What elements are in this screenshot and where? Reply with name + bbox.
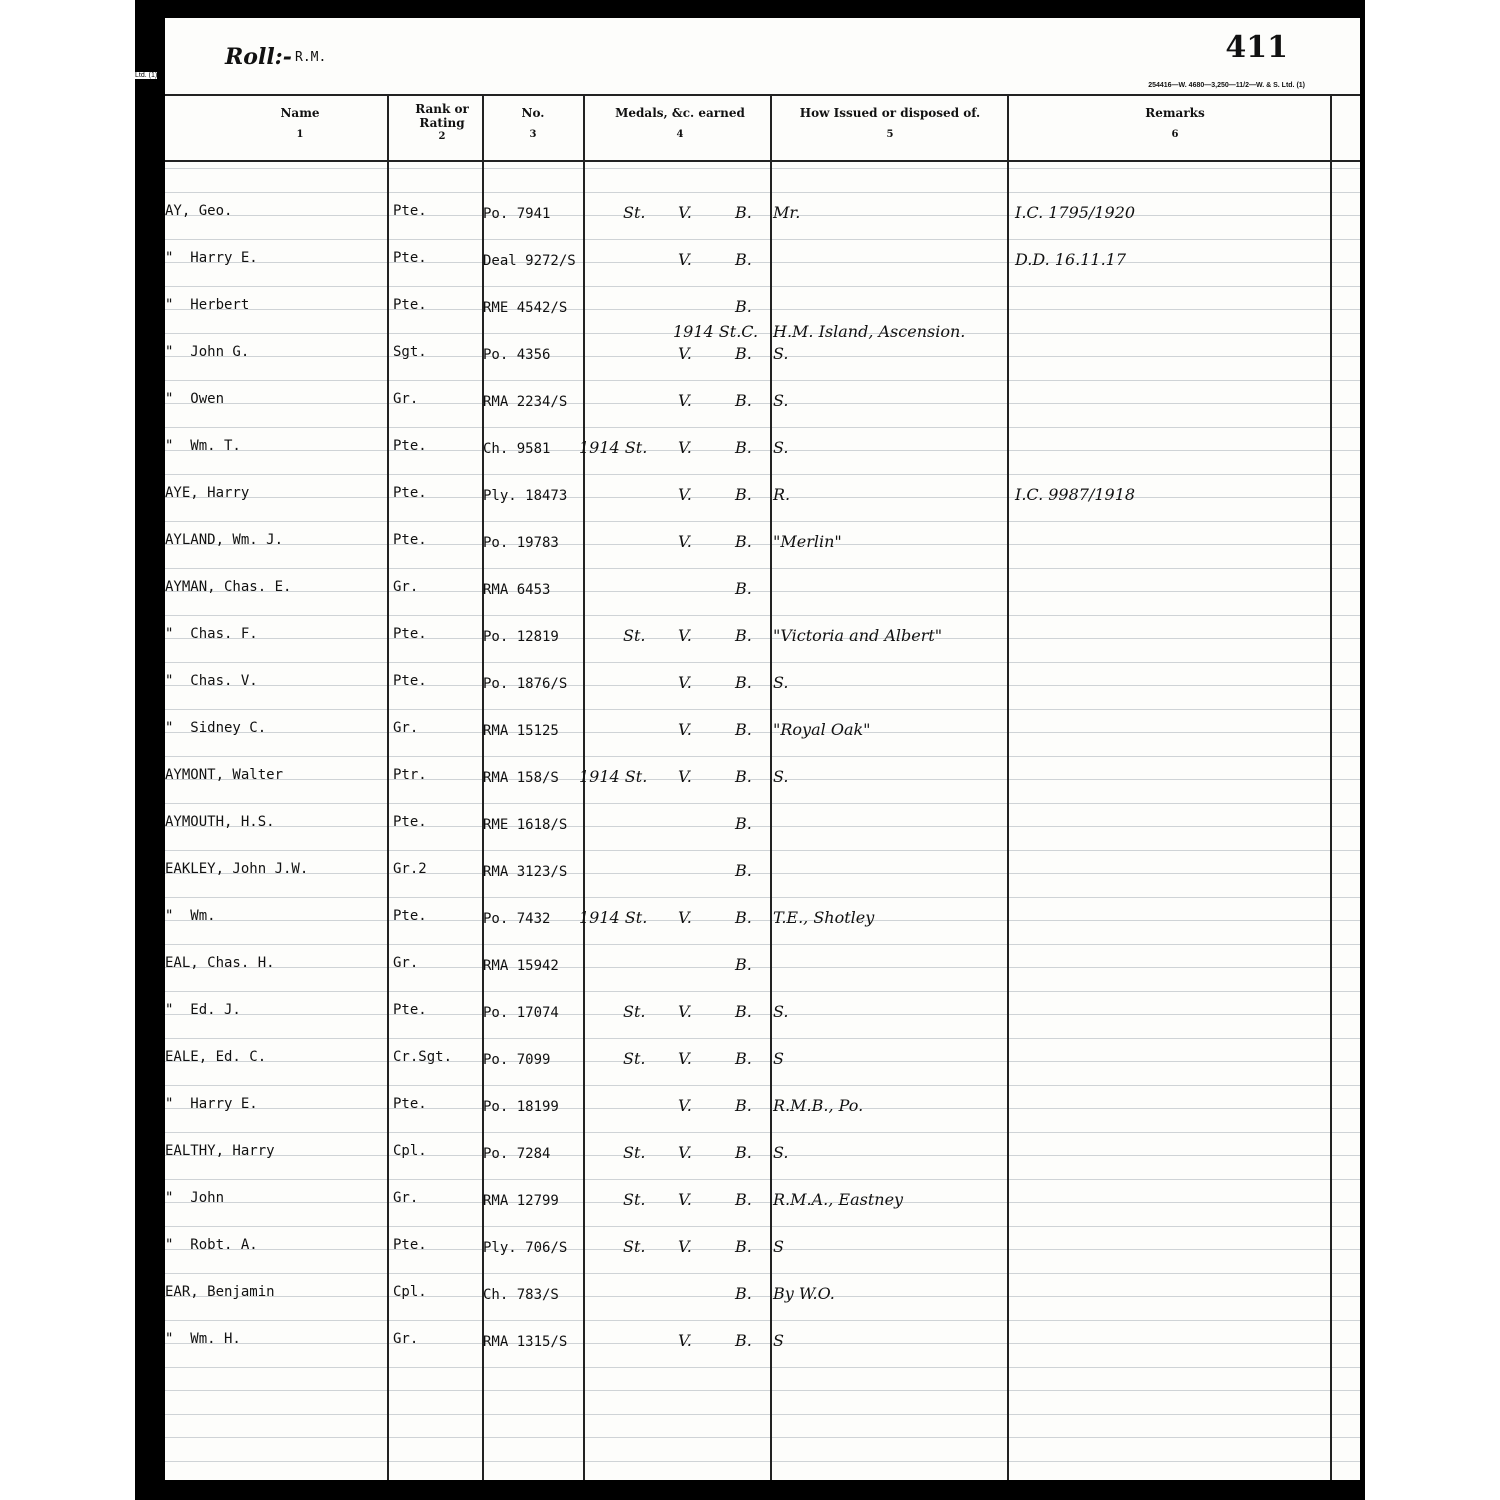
row-victory-medal: V. bbox=[678, 1190, 692, 1209]
row-victory-medal: V. bbox=[678, 1237, 692, 1256]
row-star-medal: St. bbox=[623, 203, 646, 222]
row-british-medal: B. bbox=[735, 1049, 752, 1068]
row-number: Po. 17074 bbox=[483, 1005, 559, 1021]
roll-value: R.M. bbox=[295, 50, 327, 65]
column-header-medals: Medals, &c. earned 4 bbox=[615, 106, 745, 140]
row-disposal: S. bbox=[773, 673, 789, 692]
row-british-medal: B. bbox=[735, 344, 752, 363]
row-british-medal: B. bbox=[735, 908, 752, 927]
row-rank: Pte. bbox=[393, 1096, 427, 1112]
column-header-rank: Rank or Rating 2 bbox=[415, 102, 469, 142]
row-victory-medal: V. bbox=[678, 1096, 692, 1115]
row-disposal: S. bbox=[773, 391, 789, 410]
row-british-medal: B. bbox=[735, 1096, 752, 1115]
row-victory-medal: V. bbox=[678, 626, 692, 645]
row-british-medal: B. bbox=[735, 1190, 752, 1209]
row-british-medal: B. bbox=[735, 767, 752, 786]
row-name: AYMOUTH, H.S. bbox=[165, 814, 275, 830]
ledger-page bbox=[165, 18, 1360, 1480]
row-number: Po. 1876/S bbox=[483, 676, 568, 692]
row-british-medal: B. bbox=[735, 391, 752, 410]
row-number: Po. 7099 bbox=[483, 1052, 551, 1068]
row-victory-medal: V. bbox=[678, 673, 692, 692]
row-disposal: S bbox=[773, 1049, 784, 1068]
column-header-disposal: How Issued or disposed of. 5 bbox=[799, 106, 981, 140]
row-number: RMA 12799 bbox=[483, 1193, 559, 1209]
margin-note: Ltd. (1) bbox=[135, 72, 158, 79]
row-name: " Wm. bbox=[165, 908, 216, 924]
row-number: Po. 18199 bbox=[483, 1099, 559, 1115]
row-british-medal: B. bbox=[735, 1284, 752, 1303]
header-top-rule bbox=[165, 94, 1360, 96]
row-victory-medal: V. bbox=[678, 908, 692, 927]
row-name: AYMONT, Walter bbox=[165, 767, 284, 783]
column-header-name: Name 1 bbox=[280, 106, 320, 140]
row-name: EALTHY, Harry bbox=[165, 1143, 275, 1159]
row-name: " Chas. V. bbox=[165, 673, 258, 689]
row-number: RME 4542/S bbox=[483, 300, 568, 316]
row-disposal: By W.O. bbox=[773, 1284, 835, 1303]
row-rank: Pte. bbox=[393, 438, 427, 454]
row-star-medal: St. bbox=[623, 1190, 646, 1209]
row-name: AYMAN, Chas. E. bbox=[165, 579, 292, 595]
row-british-medal: B. bbox=[735, 626, 752, 645]
row-number: Ply. 18473 bbox=[483, 488, 568, 504]
row-disposal: S bbox=[773, 1331, 784, 1350]
row-name: " Harry E. bbox=[165, 250, 258, 266]
row-name: AY, Geo. bbox=[165, 203, 233, 219]
row-star-medal: St. bbox=[623, 1143, 646, 1162]
column-header-remarks: Remarks 6 bbox=[1145, 106, 1205, 140]
row-name: " Harry E. bbox=[165, 1096, 258, 1112]
row-name: EALE, Ed. C. bbox=[165, 1049, 267, 1065]
row-rank: Pte. bbox=[393, 814, 427, 830]
row-number: Po. 12819 bbox=[483, 629, 559, 645]
row-rank: Sgt. bbox=[393, 344, 427, 360]
row-disposal: "Merlin" bbox=[773, 532, 842, 551]
row-number: Po. 4356 bbox=[483, 347, 551, 363]
row-british-medal: B. bbox=[735, 1002, 752, 1021]
row-victory-medal: V. bbox=[678, 485, 692, 504]
page-number: 411 bbox=[1225, 30, 1288, 65]
row-rank: Gr. bbox=[393, 1190, 419, 1206]
row-number: RMA 2234/S bbox=[483, 394, 568, 410]
row-remarks: I.C. 9987/1918 bbox=[1015, 485, 1136, 504]
row-rank: Pte. bbox=[393, 1002, 427, 1018]
roll-label: Roll:- bbox=[225, 44, 292, 70]
row-name: " Sidney C. bbox=[165, 720, 267, 736]
row-number: RMA 15125 bbox=[483, 723, 559, 739]
row-british-medal: B. bbox=[735, 1143, 752, 1162]
row-number: Po. 7432 bbox=[483, 911, 551, 927]
row-number: RMA 3123/S bbox=[483, 864, 568, 880]
row-rank: Pte. bbox=[393, 1237, 427, 1253]
row-british-medal: B. bbox=[735, 720, 752, 739]
row-number: RME 1618/S bbox=[483, 817, 568, 833]
row-victory-medal: V. bbox=[678, 767, 692, 786]
row-name: EAL, Chas. H. bbox=[165, 955, 275, 971]
column-divider-4 bbox=[770, 96, 772, 1480]
row-remarks: I.C. 1795/1920 bbox=[1015, 203, 1136, 222]
row-number: RMA 1315/S bbox=[483, 1334, 568, 1350]
row-victory-medal: V. bbox=[678, 391, 692, 410]
row-rank: Cr.Sgt. bbox=[393, 1049, 453, 1065]
row-disposal: S. bbox=[773, 438, 789, 457]
row-victory-medal: V. bbox=[678, 532, 692, 551]
row-rank: Pte. bbox=[393, 485, 427, 501]
row-rank: Gr. bbox=[393, 720, 419, 736]
row-number: RMA 15942 bbox=[483, 958, 559, 974]
row-disposal: H.M. Island, Ascension. bbox=[773, 322, 966, 341]
column-header-number: No. 3 bbox=[521, 106, 545, 140]
row-rank: Pte. bbox=[393, 203, 427, 219]
row-rank: Gr. bbox=[393, 955, 419, 971]
row-disposal: Mr. bbox=[773, 203, 801, 222]
column-divider-6 bbox=[1330, 96, 1332, 1480]
row-victory-medal: V. bbox=[678, 250, 692, 269]
row-british-medal: B. bbox=[735, 1331, 752, 1350]
row-number: Deal 9272/S bbox=[483, 253, 576, 269]
row-name: AYE, Harry bbox=[165, 485, 250, 501]
row-number: Po. 7941 bbox=[483, 206, 551, 222]
row-british-medal: B. bbox=[735, 955, 752, 974]
row-rank: Pte. bbox=[393, 673, 427, 689]
row-number: RMA 158/S bbox=[483, 770, 559, 786]
row-victory-medal: V. bbox=[678, 1143, 692, 1162]
row-name: EAR, Benjamin bbox=[165, 1284, 275, 1300]
row-name: " Wm. H. bbox=[165, 1331, 241, 1347]
row-british-medal: B. bbox=[735, 438, 752, 457]
row-name: " Herbert bbox=[165, 297, 250, 313]
row-disposal: S. bbox=[773, 1002, 789, 1021]
row-victory-medal: V. bbox=[678, 438, 692, 457]
row-british-medal: B. bbox=[735, 297, 752, 316]
row-victory-medal: V. bbox=[678, 1331, 692, 1350]
row-british-medal: B. bbox=[735, 485, 752, 504]
column-divider-1 bbox=[387, 96, 389, 1480]
row-number: Ch. 783/S bbox=[483, 1287, 559, 1303]
column-divider-3 bbox=[583, 96, 585, 1480]
row-british-medal: B. bbox=[735, 861, 752, 880]
row-british-medal: B. bbox=[735, 814, 752, 833]
row-name: " John bbox=[165, 1190, 225, 1206]
row-star-medal: St. bbox=[623, 1237, 646, 1256]
row-rank: Cpl. bbox=[393, 1143, 427, 1159]
row-star-medal: St. bbox=[623, 1002, 646, 1021]
printer-note: 254416—W. 4680—3,250—11/2—W. & S. Ltd. (1) bbox=[1148, 82, 1305, 89]
row-disposal: R.M.B., Po. bbox=[773, 1096, 864, 1115]
row-disposal: R. bbox=[773, 485, 791, 504]
row-british-medal: B. bbox=[735, 203, 752, 222]
row-star-medal: St. bbox=[623, 1049, 646, 1068]
row-british-medal: B. bbox=[735, 579, 752, 598]
row-rank: Cpl. bbox=[393, 1284, 427, 1300]
row-name: " Owen bbox=[165, 391, 225, 407]
row-disposal: "Victoria and Albert" bbox=[773, 626, 943, 645]
row-disposal: S. bbox=[773, 1143, 789, 1162]
row-number: Po. 7284 bbox=[483, 1146, 551, 1162]
row-name: " John G. bbox=[165, 344, 250, 360]
row-victory-medal: V. bbox=[678, 344, 692, 363]
row-british-medal: B. bbox=[735, 1237, 752, 1256]
column-divider-5 bbox=[1007, 96, 1009, 1480]
row-victory-medal: V. bbox=[678, 203, 692, 222]
row-star-medal: 1914 St. bbox=[579, 767, 648, 786]
row-disposal: R.M.A., Eastney bbox=[773, 1190, 904, 1209]
row-rank: Gr.2 bbox=[393, 861, 427, 877]
row-rank: Pte. bbox=[393, 908, 427, 924]
row-rank: Gr. bbox=[393, 391, 419, 407]
row-remarks: D.D. 16.11.17 bbox=[1015, 250, 1127, 269]
row-rank: Ptr. bbox=[393, 767, 427, 783]
row-name: EAKLEY, John J.W. bbox=[165, 861, 309, 877]
row-british-medal: B. bbox=[735, 532, 752, 551]
row-number: Po. 19783 bbox=[483, 535, 559, 551]
row-star-medal: St. bbox=[623, 626, 646, 645]
row-star-medal: 1914 St. bbox=[579, 908, 648, 927]
row-number: Ply. 706/S bbox=[483, 1240, 568, 1256]
row-disposal-note: S. bbox=[773, 344, 789, 363]
row-name: " Chas. F. bbox=[165, 626, 258, 642]
row-rank: Pte. bbox=[393, 250, 427, 266]
row-name: " Wm. T. bbox=[165, 438, 241, 454]
row-victory-medal: V. bbox=[678, 720, 692, 739]
row-british-medal: B. bbox=[735, 673, 752, 692]
header-bottom-rule bbox=[165, 160, 1360, 162]
row-victory-medal: V. bbox=[678, 1002, 692, 1021]
row-rank: Pte. bbox=[393, 532, 427, 548]
row-disposal: S bbox=[773, 1237, 784, 1256]
row-number: Ch. 9581 bbox=[483, 441, 551, 457]
row-disposal: S. bbox=[773, 767, 789, 786]
row-star-medal: 1914 St.C. bbox=[673, 322, 759, 341]
row-rank: Gr. bbox=[393, 1331, 419, 1347]
row-rank: Pte. bbox=[393, 297, 427, 313]
row-number: RMA 6453 bbox=[483, 582, 551, 598]
row-victory-medal: V. bbox=[678, 1049, 692, 1068]
row-star-medal: 1914 St. bbox=[579, 438, 648, 457]
row-name: AYLAND, Wm. J. bbox=[165, 532, 284, 548]
row-disposal: "Royal Oak" bbox=[773, 720, 871, 739]
row-name: " Robt. A. bbox=[165, 1237, 258, 1253]
row-rank: Pte. bbox=[393, 626, 427, 642]
row-british-medal: B. bbox=[735, 250, 752, 269]
row-disposal: T.E., Shotley bbox=[773, 908, 875, 927]
row-name: " Ed. J. bbox=[165, 1002, 241, 1018]
row-rank: Gr. bbox=[393, 579, 419, 595]
